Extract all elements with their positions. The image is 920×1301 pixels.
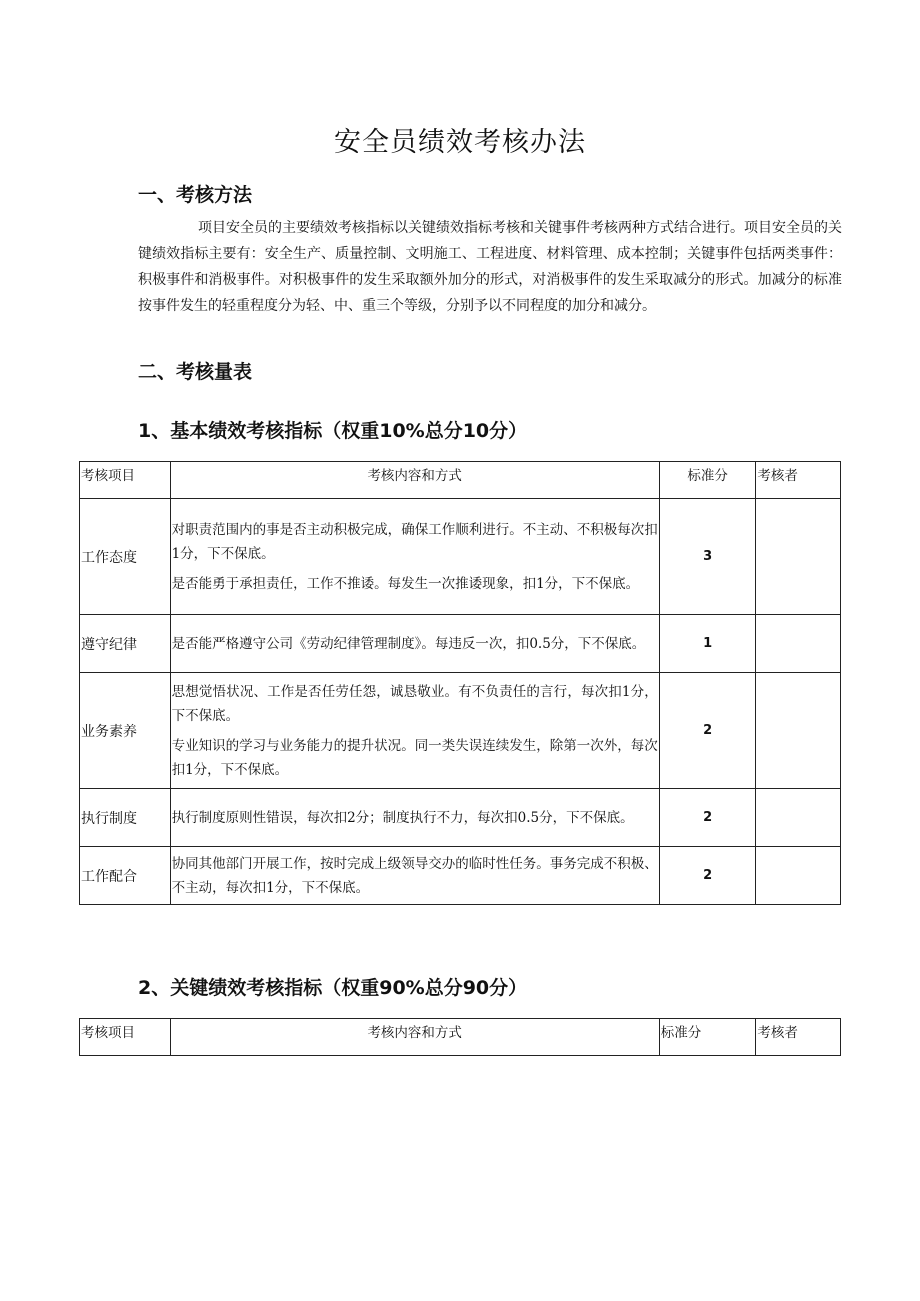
table-row-professional-quality bbox=[80, 673, 841, 789]
basic-kpi-heading: 1、基本绩效考核指标（权重10%总分10分） bbox=[138, 420, 528, 442]
content-line: 思想觉悟状况、工作是否任劳任怨，诚恳敬业。有不负责任的言行，每次扣1分，下不保底。 bbox=[171, 683, 658, 724]
content-line: 专业知识的学习与业务能力的提升状况。同一类失误连续发生，除第一次外，每次扣1分，下不保底。 bbox=[171, 737, 658, 778]
document-title: 安全员绩效考核办法 bbox=[334, 127, 586, 158]
basic-kpi-header-row bbox=[80, 462, 841, 499]
table-row-policy-execution bbox=[80, 789, 841, 847]
reviewer-cell bbox=[756, 499, 841, 615]
item-name: 遵守纪律 bbox=[80, 615, 171, 673]
section-heading-assessment-method: 一、考核方法 bbox=[138, 184, 253, 206]
column-header-standard-score: 标准分 bbox=[659, 462, 756, 499]
item-name: 工作态度 bbox=[80, 499, 171, 615]
item-name: 业务素养 bbox=[80, 673, 171, 789]
reviewer-cell bbox=[756, 673, 841, 789]
content-line: 协同其他部门开展工作，按时完成上级领导交办的临时性任务。事务完成不积极、不主动，每次扣1分，下不保底。 bbox=[171, 855, 658, 896]
item-name: 执行制度 bbox=[80, 789, 171, 847]
item-content bbox=[170, 615, 659, 673]
table-row-discipline bbox=[80, 615, 841, 673]
content-line: 对职责范围内的事是否主动积极完成，确保工作顺利进行。不主动、不积极每次扣1分，下不保底。 bbox=[171, 521, 658, 562]
standard-score: 2 bbox=[659, 789, 756, 847]
content-line: 是否能严格遵守公司《劳动纪律管理制度》。每违反一次，扣0.5分，下不保底。 bbox=[171, 635, 646, 652]
reviewer-cell bbox=[756, 615, 841, 673]
column-header-content: 考核内容和方式 bbox=[170, 462, 659, 499]
key-kpi-table bbox=[79, 1018, 841, 1056]
column-header-item: 考核项目 bbox=[80, 1019, 171, 1056]
item-name: 工作配合 bbox=[80, 847, 171, 905]
basic-kpi-table bbox=[79, 461, 841, 905]
column-header-standard-score: 标准分 bbox=[659, 1019, 756, 1056]
content-line: 是否能勇于承担责任，工作不推诿。每发生一次推诿现象，扣1分，下不保底。 bbox=[171, 575, 640, 592]
column-header-reviewer: 考核者 bbox=[756, 462, 841, 499]
content-line: 执行制度原则性错误，每次扣2分；制度执行不力，每次扣0.5分，下不保底。 bbox=[171, 809, 634, 826]
standard-score: 3 bbox=[659, 499, 756, 615]
key-kpi-heading: 2、关键绩效考核指标（权重90%总分90分） bbox=[138, 977, 528, 999]
item-content bbox=[170, 789, 659, 847]
column-header-content: 考核内容和方式 bbox=[170, 1019, 659, 1056]
table-row-work-attitude bbox=[80, 499, 841, 615]
item-content bbox=[170, 673, 659, 789]
column-header-reviewer: 考核者 bbox=[756, 1019, 841, 1056]
item-content bbox=[170, 847, 659, 905]
standard-score: 1 bbox=[659, 615, 756, 673]
table-row-cooperation bbox=[80, 847, 841, 905]
standard-score: 2 bbox=[659, 673, 756, 789]
assessment-method-paragraph: 项目安全员的主要绩效考核指标以关键绩效指标考核和关键事件考核两种方式结合进行。项目安全员的关键绩效指标主要有：安全生产、质量控制、文明施工、工程进度、材料管理、成本控制；关键事件包括两类事件：积极事件和消极事件。对积极事件的发生采取额外加分的形式，对消极事件的发生采取减分的形式。加减分的标准按事件发生的轻重程度分为轻、中、重三个等级，分别予以不同程度的加分和减分。 bbox=[138, 220, 842, 314]
reviewer-cell bbox=[756, 789, 841, 847]
section-heading-assessment-scale: 二、考核量表 bbox=[138, 361, 253, 383]
reviewer-cell bbox=[756, 847, 841, 905]
standard-score: 2 bbox=[659, 847, 756, 905]
column-header-item: 考核项目 bbox=[80, 462, 171, 499]
key-kpi-header-row bbox=[80, 1019, 841, 1056]
item-content bbox=[170, 499, 659, 615]
